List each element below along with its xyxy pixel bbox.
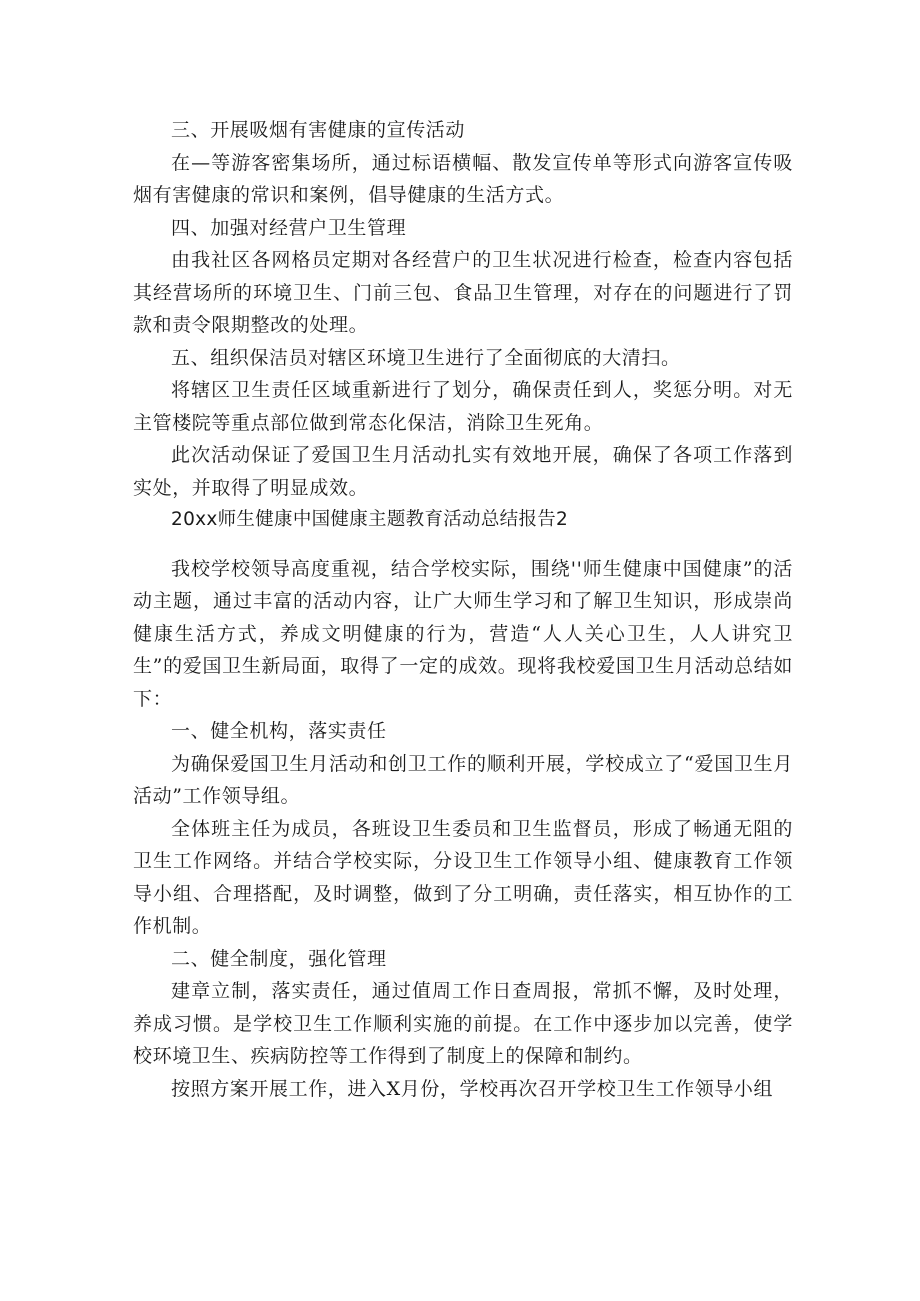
paragraph: 为确保爱国卫生月活动和创卫工作的顺利开展，学校成立了“爱国卫生月活动”工作领导组。 (133, 752, 793, 807)
document-body (133, 114, 793, 1105)
paragraph: 在—等游客密集场所，通过标语横幅、散发宣传单等形式向游客宣传吸烟有害健康的常识和案例，倡导健康的生活方式。 (133, 151, 793, 206)
paragraph: 由我社区各网格员定期对各经营户的卫生状况进行检查，检查内容包括其经营场所的环境卫生、门前三包、食品卫生管理，对存在的问题进行了罚款和责令限期整改的处理。 (133, 249, 793, 336)
report-title: 20xx师生健康中国健康主题教育活动总结报告2 (171, 509, 569, 530)
section-heading-1: 一、健全机构，落实责任 (171, 720, 387, 742)
paragraph: 此次活动保证了爱国卫生月活动扎实有效地开展，确保了各项工作落到实处，并取得了明显成效。 (133, 444, 793, 499)
section-heading-3: 三、开展吸烟有害健康的宣传活动 (171, 119, 466, 141)
section-heading-4: 四、加强对经营户卫生管理 (171, 216, 407, 239)
paragraph: 全体班主任为成员，各班设卫生委员和卫生监督员，形成了畅通无阻的卫生工作网络。并结合学校实际，分设卫生工作领导小组、健康教育工作领导小组、合理搭配，及时调整，做到了分工明确，责任落实，相互协作的工作机制。 (133, 817, 793, 937)
paragraph: 按照方案开展工作，进入X月份，学校再次召开学校卫生工作领导小组 (171, 1077, 774, 1100)
section-heading-5: 五、组织保洁员对辖区环境卫生进行了全面彻底的大清扫。 (171, 346, 681, 369)
section-heading-2: 二、健全制度，强化管理 (171, 947, 387, 970)
paragraph: 我校学校领导高度重视，结合学校实际，围绕''师生健康中国健康”的活动主题，通过丰富的活动内容，让广大师生学习和了解卫生知识，形成崇尚健康生活方式，养成文明健康的行为，营造“人人关心卫生，人人讲究卫生”的爱国卫生新局面，取得了一定的成效。现将我校爱国卫生月活动总结如下： (133, 557, 793, 710)
paragraph: 将辖区卫生责任区域重新进行了划分，确保责任到人，奖惩分明。对无主管楼院等重点部位做到常态化保洁，消除卫生死角。 (133, 379, 793, 434)
paragraph: 建章立制，落实责任，通过值周工作日查周报，常抓不懈，及时处理，养成习惯。是学校卫生工作顺利实施的前提。在工作中逐步加以完善，使学校环境卫生、疾病防控等工作得到了制度上的保障和制约。 (133, 980, 793, 1067)
spacer (133, 537, 793, 553)
